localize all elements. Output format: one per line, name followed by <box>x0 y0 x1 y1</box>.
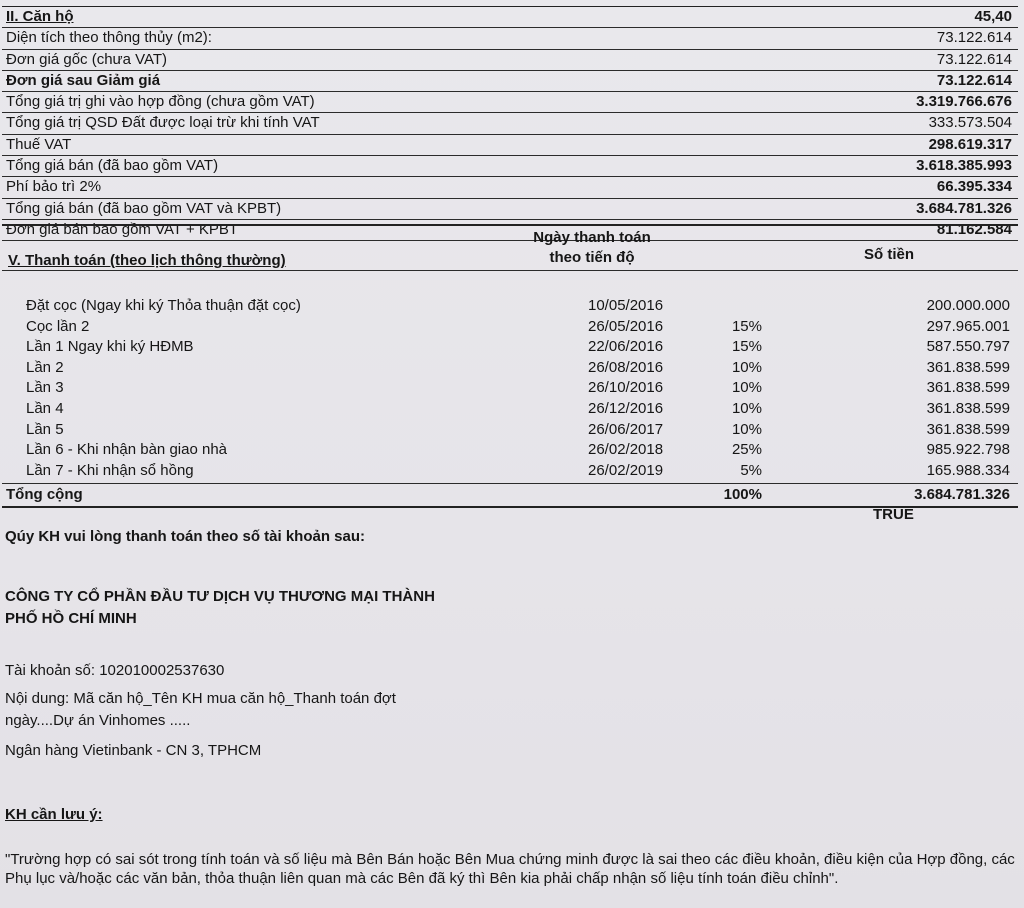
payment-date: 22/06/2016 <box>588 338 664 356</box>
summary-row <box>2 28 1018 49</box>
summary-value: 73.122.614 <box>936 29 1012 47</box>
payment-date: 26/12/2016 <box>588 400 664 417</box>
payment-percent: 25% <box>731 441 762 459</box>
payment-label: Cọc lần 2 <box>26 317 90 335</box>
payment-date: 26/02/2019 <box>588 461 664 479</box>
summary-label: Đơn giá bán bao gồm VAT + KPBT <box>6 220 239 238</box>
payment-row <box>2 461 1018 482</box>
notice-text: "Trường hợp có sai sót trong tính toán và số liệu mà Bên Bán hoặc Bên Mua chứng minh được là sai theo các điều khoản, điều kiện của Hợp đồng, các Phụ lục và/hoặc các văn bản, thỏa thuận liên quan mà các Bên đã ký thì Bên kia phải chấp nhận số liệu tính toán điều chỉnh". <box>5 851 1015 887</box>
payment-amount: 361.838.599 <box>926 358 1010 376</box>
payment-amount: 361.838.599 <box>926 420 1010 438</box>
payment-date: 26/06/2017 <box>588 420 664 438</box>
payment-percent: 10% <box>731 358 762 376</box>
payment-label: Lần 6 - Khi nhận bàn giao nhà <box>26 441 227 459</box>
payment-amount: 165.988.334 <box>926 461 1010 479</box>
payment-row <box>2 337 1018 358</box>
summary-value: 66.395.334 <box>936 178 1012 196</box>
payment-percent: 10% <box>731 400 762 417</box>
payment-row <box>2 317 1018 338</box>
summary-value: 3.618.385.993 <box>916 157 1012 175</box>
payment-amount: 587.550.797 <box>926 338 1010 356</box>
total-label: Tổng cộng <box>6 486 83 503</box>
payment-date: 10/05/2016 <box>588 297 664 314</box>
summary-value: 73.122.614 <box>936 71 1012 89</box>
header-divider <box>2 270 1018 271</box>
summary-label: Tổng giá bán (đã bao gồm VAT và KPBT) <box>6 199 282 217</box>
summary-label: Tổng giá trị QSD Đất được loại trừ khi tính VAT <box>6 114 320 132</box>
payment-amount: 361.838.599 <box>926 379 1010 397</box>
check-value: TRUE <box>873 506 914 523</box>
summary-label: Đơn giá gốc (chưa VAT) <box>6 50 168 68</box>
notice-title: KH cần lưu ý: <box>5 806 103 823</box>
payment-percent: 15% <box>731 317 762 335</box>
payment-label: Lần 5 <box>26 420 64 438</box>
payment-date: 26/02/2018 <box>588 441 664 459</box>
summary-row <box>2 135 1018 156</box>
date-header-line2: theo tiến độ <box>549 249 635 266</box>
summary-row <box>2 156 1018 177</box>
payment-date: 26/05/2016 <box>588 317 664 335</box>
summary-value: 81.162.584 <box>936 220 1012 238</box>
bank-name: Ngân hàng Vietinbank - CN 3, TPHCM <box>5 742 262 759</box>
summary-row <box>2 92 1018 113</box>
summary-row <box>2 71 1018 92</box>
transfer-content-line1: Nội dung: Mã căn hộ_Tên KH mua căn hộ_Thanh toán đợt <box>5 690 396 707</box>
payment-percent: 10% <box>731 379 762 397</box>
summary-value: 73.122.614 <box>936 50 1012 68</box>
summary-row <box>2 50 1018 71</box>
payment-row <box>2 399 1018 420</box>
payment-date: 26/10/2016 <box>588 379 664 397</box>
payment-amount: 297.965.001 <box>926 317 1010 335</box>
total-percent: 100% <box>723 486 762 503</box>
payment-label: Lần 4 <box>26 400 64 417</box>
summary-value: 3.319.766.676 <box>916 93 1012 111</box>
apartment-summary-table <box>2 6 1018 241</box>
payment-label: Lần 3 <box>26 379 64 397</box>
payment-row <box>2 378 1018 399</box>
summary-value: 333.573.504 <box>928 114 1012 132</box>
payment-date: 26/08/2016 <box>588 358 664 376</box>
summary-row <box>2 177 1018 198</box>
summary-value: 298.619.317 <box>928 135 1012 153</box>
payment-label: Lần 1 Ngay khi ký HĐMB <box>26 338 194 356</box>
payment-instruction: Qúy KH vui lòng thanh toán theo số tài khoản sau: <box>5 528 366 545</box>
summary-label: Tổng giá trị ghi vào hợp đồng (chưa gồm VAT) <box>6 93 315 111</box>
date-header-line1: Ngày thanh toán <box>533 229 651 246</box>
summary-label: Diện tích theo thông thủy (m2): <box>6 29 212 47</box>
summary-label: Phí bảo trì 2% <box>6 178 102 196</box>
total-amount: 3.684.781.326 <box>914 486 1010 503</box>
payment-percent: 5% <box>740 461 762 479</box>
summary-label: Thuế VAT <box>6 135 72 153</box>
transfer-content-line2: ngày....Dự án Vinhomes ..... <box>5 712 191 729</box>
amount-column-header: Số tiền <box>864 246 915 263</box>
payment-row <box>2 420 1018 441</box>
payment-row <box>2 296 1018 317</box>
payment-percent: 10% <box>731 420 762 438</box>
summary-label: Tổng giá bán (đã bao gồm VAT) <box>6 157 219 175</box>
payment-schedule-table <box>2 224 1018 508</box>
summary-row <box>2 113 1018 134</box>
payment-row <box>2 358 1018 379</box>
payment-label: Đặt cọc (Ngay khi ký Thỏa thuận đặt cọc) <box>26 297 301 314</box>
payment-amount: 361.838.599 <box>926 400 1010 417</box>
company-name-line2: PHỐ HỒ CHÍ MINH <box>5 610 137 627</box>
payment-amount: 200.000.000 <box>926 297 1010 314</box>
payment-section-title: V. Thanh toán (theo lịch thông thường) <box>8 252 286 269</box>
payment-row <box>2 440 1018 461</box>
section-value: 45,40 <box>974 8 1012 25</box>
date-column-header <box>502 228 682 268</box>
payment-percent: 15% <box>731 338 762 356</box>
payment-label: Lần 2 <box>26 358 64 376</box>
summary-label: Đơn giá sau Giảm giá <box>6 71 161 89</box>
payment-label: Lần 7 - Khi nhận sổ hồng <box>26 461 194 479</box>
summary-value: 3.684.781.326 <box>916 199 1012 217</box>
summary-header-row <box>2 7 1018 28</box>
account-number: Tài khoản số: 102010002537630 <box>5 662 225 679</box>
company-name-line1: CÔNG TY CỔ PHẦN ĐẦU TƯ DỊCH VỤ THƯƠNG MẠI THÀNH <box>5 588 435 605</box>
payment-amount: 985.922.798 <box>926 441 1010 459</box>
total-row <box>2 483 1018 506</box>
section-title: II. Căn hộ <box>6 8 74 25</box>
summary-row <box>2 199 1018 220</box>
